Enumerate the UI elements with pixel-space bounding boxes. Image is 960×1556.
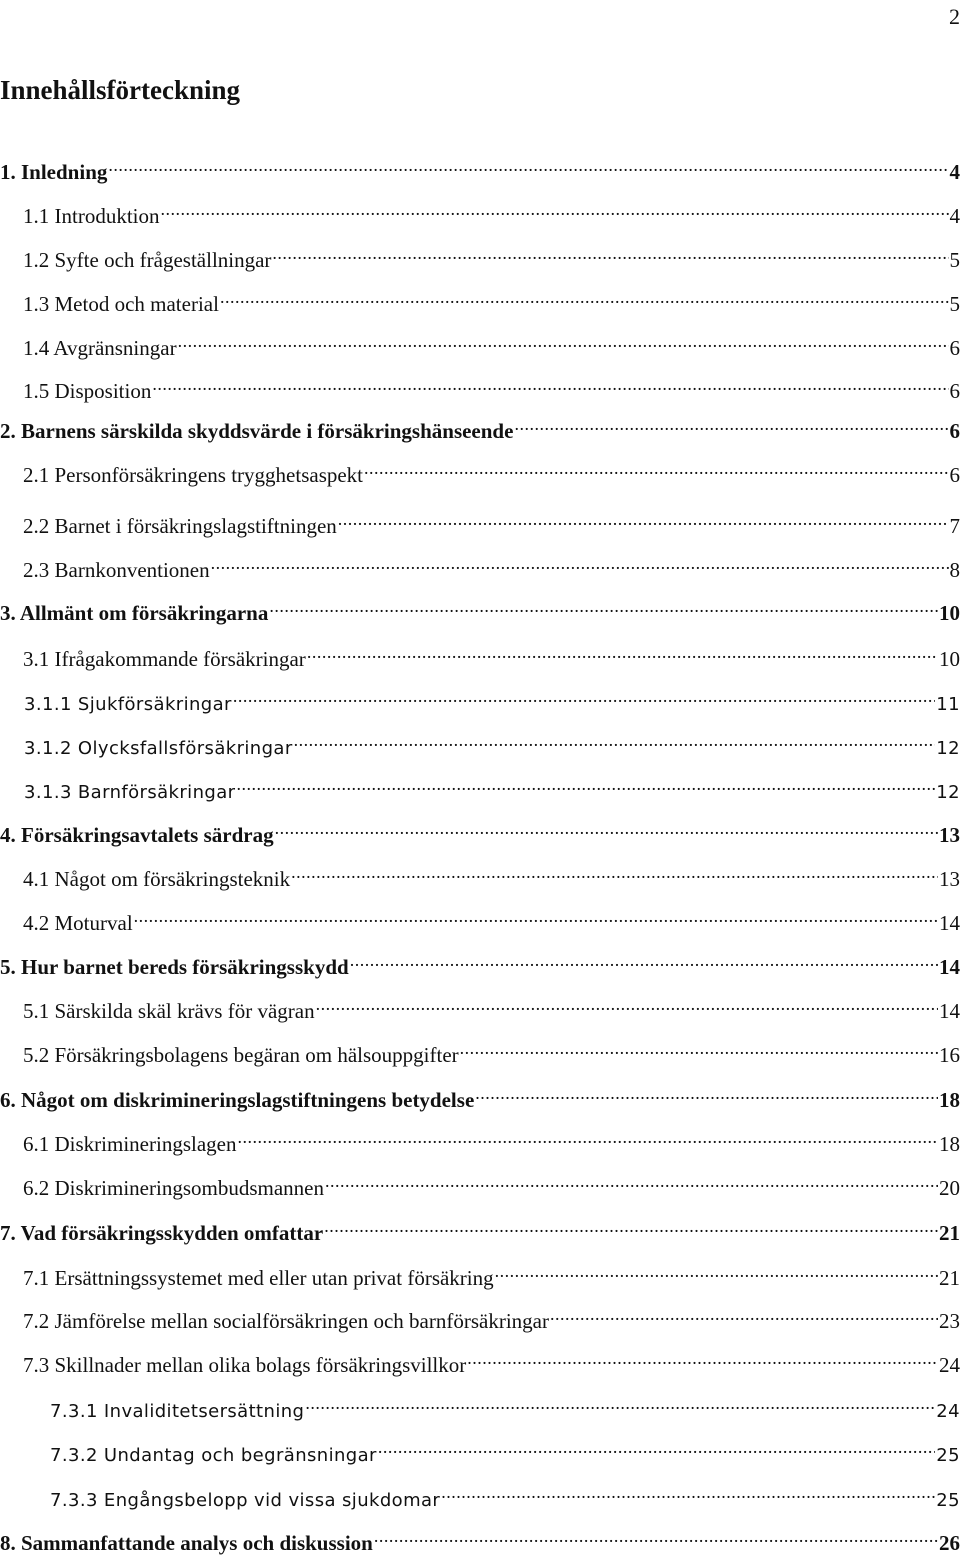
dot-leader [291, 860, 938, 886]
toc-entry-label: 7.3.2 Undantag och begränsningar [50, 1443, 377, 1469]
dot-leader [272, 241, 948, 267]
dot-leader [305, 1391, 935, 1417]
toc-entry-label: 5. Hur barnet bereds försäkringsskydd [0, 954, 349, 980]
toc-entry-7-3[interactable] [23, 1346, 960, 1372]
toc-entry-4-2[interactable] [23, 904, 960, 930]
toc-entry-3-1[interactable] [23, 640, 960, 666]
toc-entry-7-1[interactable] [23, 1259, 960, 1285]
toc-entry-label: 4.1 Något om försäkringsteknik [23, 866, 290, 892]
toc-entry-1-1[interactable] [23, 197, 960, 223]
toc-entry-7[interactable] [0, 1214, 960, 1240]
toc-entry-label: 2.1 Personförsäkringens trygghetsaspekt [23, 462, 363, 488]
toc-entry-5-2[interactable] [23, 1036, 960, 1062]
dot-leader [178, 329, 949, 355]
toc-entry-2-2[interactable] [23, 507, 960, 533]
toc-entry-1-2[interactable] [23, 241, 960, 267]
dot-leader [350, 948, 938, 974]
toc-entry-page: 14 [939, 910, 960, 936]
toc-entry-label: 5.2 Försäkringsbolagens begäran om hälsouppgifter [23, 1042, 459, 1068]
toc-entry-page: 12 [936, 736, 960, 762]
dot-leader [316, 992, 938, 1018]
dot-leader [364, 456, 948, 482]
toc-entry-label: 3.1.3 Barnförsäkringar [24, 780, 235, 806]
toc-entry-8[interactable] [0, 1524, 960, 1550]
toc-entry-page: 24 [936, 1399, 960, 1425]
toc-entry-label: 2.2 Barnet i försäkringslagstiftningen [23, 513, 337, 539]
toc-entry-label: 1.1 Introduktion [23, 203, 160, 229]
toc-entry-2[interactable] [0, 412, 960, 438]
toc-entry-4-1[interactable] [23, 860, 960, 886]
toc-entry-label: 1.2 Syfte och frågeställningar [23, 247, 271, 273]
toc-entry-1[interactable] [0, 153, 960, 179]
toc-entry-6-1[interactable] [23, 1125, 960, 1151]
toc-entry-label: 7.1 Ersättningssystemet med eller utan privat försäkring [23, 1265, 494, 1291]
toc-entry-page: 21 [939, 1265, 960, 1291]
dot-leader [324, 1214, 938, 1240]
dot-leader [236, 772, 935, 798]
toc-entry-5-1[interactable] [23, 992, 960, 1018]
toc-entry-label: 1.5 Disposition [23, 378, 151, 404]
toc-entry-4[interactable] [0, 816, 960, 842]
dot-leader [233, 684, 935, 710]
dot-leader [275, 816, 938, 842]
dot-leader [307, 640, 938, 666]
toc-entry-page: 25 [936, 1488, 960, 1514]
dot-leader [475, 1081, 938, 1107]
toc-entry-label: 3.1.2 Olycksfallsförsäkringar [24, 736, 293, 762]
toc-entry-label: 7.3.1 Invaliditetsersättning [50, 1399, 304, 1425]
toc-entry-6-2[interactable] [23, 1169, 960, 1195]
toc-entry-label: 6.2 Diskrimineringsombudsmannen [23, 1175, 324, 1201]
toc-entry-label: 1. Inledning [0, 159, 107, 185]
toc-entry-page: 6 [950, 378, 960, 404]
toc-entry-2-1[interactable] [23, 456, 960, 482]
toc-entry-page: 20 [939, 1175, 960, 1201]
toc-entry-page: 5 [950, 247, 960, 273]
toc-entry-label: 8. Sammanfattande analys och diskussion [0, 1530, 373, 1556]
dot-leader [211, 551, 949, 577]
toc-entry-page: 10 [939, 646, 960, 672]
toc-entry-page: 21 [939, 1220, 960, 1246]
toc-entry-page: 7 [950, 513, 960, 539]
toc-entry-label: 3.1.1 Sjukförsäkringar [24, 692, 232, 718]
dot-leader [374, 1524, 938, 1550]
toc-entry-3-1-2[interactable] [24, 728, 960, 754]
toc-entry-page: 4 [950, 159, 960, 185]
toc-entry-label: 5.1 Särskilda skäl krävs för vägran [23, 998, 315, 1024]
toc-entry-label: 2. Barnens särskilda skyddsvärde i försäkringshänseende [0, 418, 513, 444]
toc-entry-page: 14 [939, 954, 960, 980]
toc-entry-7-2[interactable] [23, 1302, 960, 1328]
dot-leader [237, 1125, 938, 1151]
toc-entry-1-4[interactable] [23, 329, 960, 355]
dot-leader [495, 1259, 938, 1285]
toc-entry-label: 4.2 Moturval [23, 910, 133, 936]
dot-leader [514, 412, 948, 438]
toc-entry-label: 7.3 Skillnader mellan olika bolags försäkringsvillkor [23, 1352, 466, 1378]
dot-leader [269, 594, 938, 620]
toc-entry-page: 6 [950, 462, 960, 488]
toc-entry-1-5[interactable] [23, 372, 960, 398]
toc-entry-label: 1.3 Metod och material [23, 291, 219, 317]
toc-entry-page: 11 [936, 692, 960, 718]
toc-entry-page: 18 [939, 1087, 960, 1113]
toc-entry-page: 4 [950, 203, 960, 229]
toc-title: Innehållsförteckning [0, 74, 240, 106]
toc-entry-page: 18 [939, 1131, 960, 1157]
toc-entry-label: 3. Allmänt om försäkringarna [0, 600, 268, 626]
dot-leader [378, 1435, 935, 1461]
toc-entry-3[interactable] [0, 594, 960, 620]
toc-entry-page: 5 [950, 291, 960, 317]
toc-entry-1-3[interactable] [23, 285, 960, 311]
toc-entry-label: 3.1 Ifrågakommande försäkringar [23, 646, 306, 672]
toc-entry-page: 26 [939, 1530, 960, 1556]
toc-entry-page: 23 [939, 1308, 960, 1334]
toc-entry-5[interactable] [0, 948, 960, 974]
dot-leader [220, 285, 949, 311]
toc-entry-label: 7.3.3 Engångsbelopp vid vissa sjukdomar [50, 1488, 440, 1514]
toc-entry-label: 4. Försäkringsavtalets särdrag [0, 822, 274, 848]
toc-entry-page: 13 [939, 866, 960, 892]
dot-leader [134, 904, 938, 930]
toc-entry-2-3[interactable] [23, 551, 960, 577]
toc-entry-3-1-3[interactable] [24, 772, 960, 798]
toc-entry-page: 13 [939, 822, 960, 848]
toc-entry-page: 24 [939, 1352, 960, 1378]
dot-leader [152, 372, 948, 398]
dot-leader [338, 507, 949, 533]
dot-leader [441, 1480, 935, 1506]
toc-entry-label: 1.4 Avgränsningar [23, 335, 177, 361]
toc-entry-page: 6 [950, 335, 960, 361]
toc-entry-7-3-2[interactable] [50, 1435, 960, 1461]
toc-entry-page: 14 [939, 998, 960, 1024]
toc-entry-label: 7. Vad försäkringsskydden omfattar [0, 1220, 323, 1246]
dot-leader [161, 197, 949, 223]
dot-leader [460, 1036, 938, 1062]
toc-entry-3-1-1[interactable] [24, 684, 960, 710]
toc-entry-page: 8 [950, 557, 960, 583]
dot-leader [325, 1169, 938, 1195]
dot-leader [467, 1346, 938, 1372]
toc-entry-label: 6.1 Diskrimineringslagen [23, 1131, 236, 1157]
toc-entry-7-3-1[interactable] [50, 1391, 960, 1417]
toc-entry-page: 16 [939, 1042, 960, 1068]
page-number: 2 [949, 4, 960, 30]
toc-entry-page: 10 [939, 600, 960, 626]
toc-entry-label: 7.2 Jämförelse mellan socialförsäkringen och barnförsäkringar [23, 1308, 549, 1334]
dot-leader [108, 153, 948, 179]
dot-leader [294, 728, 936, 754]
dot-leader [550, 1302, 938, 1328]
toc-entry-page: 25 [936, 1443, 960, 1469]
toc-entry-label: 6. Något om diskrimineringslagstiftningens betydelse [0, 1087, 474, 1113]
toc-entry-7-3-3[interactable] [50, 1480, 960, 1506]
toc-entry-page: 6 [950, 418, 960, 444]
toc-entry-label: 2.3 Barnkonventionen [23, 557, 210, 583]
toc-entry-page: 12 [936, 780, 960, 806]
toc-entry-6[interactable] [0, 1081, 960, 1107]
